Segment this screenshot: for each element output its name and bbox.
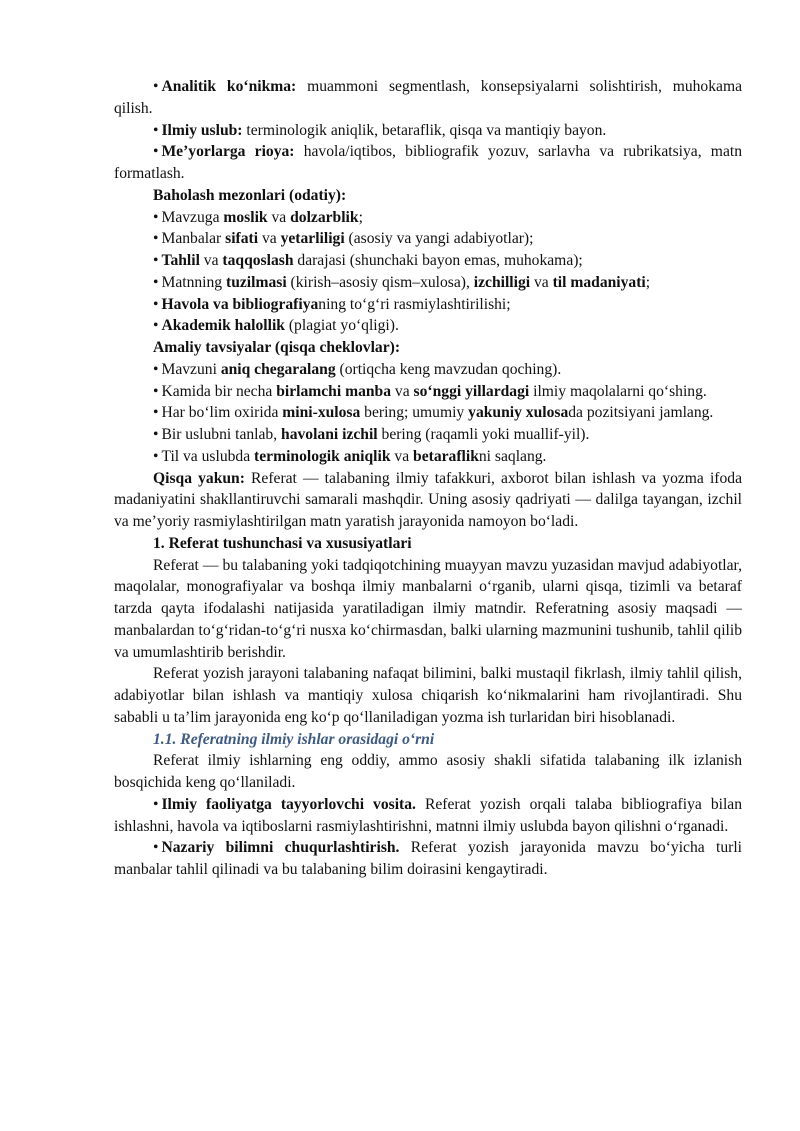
advice-item: • Bir uslubni tanlab, havolani izchil bering (raqamli yoki muallif-yil). — [153, 426, 590, 443]
criteria-item: • Mavzuga moslik va dolzarblik; — [153, 208, 363, 226]
body-paragraph: Referat — bu talabaning yoki tadqiqotchining muayyan mavzu yuzasidan mavjud adabiyotlar, maqolalar, monografiyalar va boshqa ilmiy manbalarni o‘rganib, ularni qisqa, tizimli va betaraf tarzda qayta ifodalashi natijasida yaratiladigan ilmiy matndir. Referatning asosiy maqsadi — manbalardan to‘g‘ridan-to‘g‘ri nusxa ko‘chirmasdan, balki ularning mazmunini tushunib, tahlil qilib va umumlashtirib berishdir. — [114, 556, 742, 661]
bullet-ilmiy-uslub: • Ilmiy uslub: terminologik aniqlik, betaraflik, qisqa va mantiqiy bayon. — [153, 121, 607, 139]
term-label: Ilmiy faoliyatga tayyorlovchi vosita. — [161, 795, 416, 813]
subsection-heading: 1.1. Referatning ilmiy ishlar orasidagi o‘rni — [153, 730, 435, 748]
advice-item: • Til va uslubda terminologik aniqlik va betaraflikni saqlang. — [153, 447, 547, 465]
bullet-icon: • — [153, 208, 159, 226]
bullet-icon: • — [153, 121, 159, 139]
criteria-item: • Akademik halollik (plagiat yo‘qligi). — [153, 317, 399, 335]
bullet-icon: • — [153, 230, 159, 248]
term-label: Analitik ko‘nikma: — [161, 78, 297, 95]
bullet-icon: • — [153, 295, 159, 313]
bullet-icon: • — [153, 404, 159, 422]
term-label: Ilmiy uslub: — [161, 121, 243, 139]
term-label: Me’yorlarga rioya: — [161, 143, 295, 161]
criteria-item: • Havola va bibliografiyaning to‘g‘ri rasmiylashtirilishi; — [153, 295, 511, 313]
bullet-icon: • — [153, 382, 159, 400]
bullet-icon: • — [153, 426, 159, 443]
criteria-item: • Tahlil va taqqoslash darajasi (shunchaki bayon emas, muhokama); — [153, 252, 583, 269]
summary-paragraph: Qisqa yakun: Referat — talabaning ilmiy tafakkuri, axborot bilan ishlash va yozma ifoda madaniyatini shakllantiruvchi samarali mashqdir. Uning asosiy qadriyati — dalilga tayangan, izchil va me’yoriy rasmiylashtirilgan matn yaratish jarayonida namoyon bo‘ladi. — [114, 469, 742, 530]
bullet-icon: • — [153, 273, 159, 291]
bullet-icon: • — [153, 317, 159, 335]
bullet-icon: • — [153, 143, 159, 161]
advice-heading: Amaliy tavsiyalar (qisqa cheklovlar): — [153, 339, 401, 356]
section-heading: 1. Referat tushunchasi va xususiyatlari — [153, 534, 412, 552]
criteria-heading: Baholash mezonlari (odatiy): — [153, 186, 347, 204]
bullet-icon: • — [153, 252, 159, 269]
body-paragraph: Referat yozish jarayoni talabaning nafaqat bilimini, balki mustaqil fikrlash, ilmiy tahlil qilish, adabiyotlar bilan ishlash va mantiqiy xulosa chiqarish ko‘nikmalarini ham rivojlantiradi. Shu sababli u ta’lim jarayonida eng ko‘p qo‘llaniladigan yozma ish turlaridan biri hisoblanadi. — [114, 665, 742, 726]
criteria-item: • Manbalar sifati va yetarliligi (asosiy va yangi adabiyotlar); — [153, 230, 534, 248]
bullet-icon: • — [153, 78, 159, 95]
criteria-item: • Matnning tuzilmasi (kirish–asosiy qism–xulosa), izchilligi va til madaniyati; — [153, 273, 651, 291]
bullet-meyorlarga-rioya: • Me’yorlarga rioya: havola/iqtibos, bibliografik yozuv, sarlavha va rubrikatsiya, matn formatlash. — [114, 143, 742, 182]
bullet-nazariy-bilim: • Nazariy bilimni chuqurlashtirish. Referat yozish jarayonida mavzu bo‘yicha turli manbalar tahlil qilinadi va bu talabaning bilim doirasini kengaytiradi. — [114, 839, 742, 878]
term-label: Nazariy bilimni chuqurlashtirish. — [161, 839, 400, 857]
bullet-icon: • — [153, 360, 159, 378]
bullet-icon: • — [153, 447, 159, 465]
advice-item: • Mavzuni aniq chegaralang (ortiqcha keng mavzudan qoching). — [153, 360, 562, 378]
summary-label: Qisqa yakun: — [153, 469, 245, 487]
bullet-icon: • — [153, 795, 159, 813]
body-paragraph: Referat ilmiy ishlarning eng oddiy, ammo asosiy shakli sifatida talabaning ilk izlanish bosqichida keng qo‘llaniladi. — [114, 752, 742, 791]
advice-item: • Har bo‘lim oxirida mini-xulosa bering; umumiy yakuniy xulosada pozitsiyani jamlang. — [153, 404, 714, 422]
bullet-icon: • — [153, 839, 159, 857]
bullet-ilmiy-faoliyat: • Ilmiy faoliyatga tayyorlovchi vosita. Referat yozish orqali talaba bibliografiya bilan ishlashni, havola va iqtiboslarni rasmiylashtirishni, matnni ilmiy uslubda bayon qilishni o‘rganadi. — [114, 795, 742, 835]
bullet-analitik-konikma: • Analitik ko‘nikma: muammoni segmentlash, konsepsiyalarni solishtirish, muhokama qilish. — [114, 78, 742, 117]
advice-item: • Kamida bir necha birlamchi manba va so‘nggi yillardagi ilmiy maqolalarni qo‘shing. — [153, 382, 707, 400]
